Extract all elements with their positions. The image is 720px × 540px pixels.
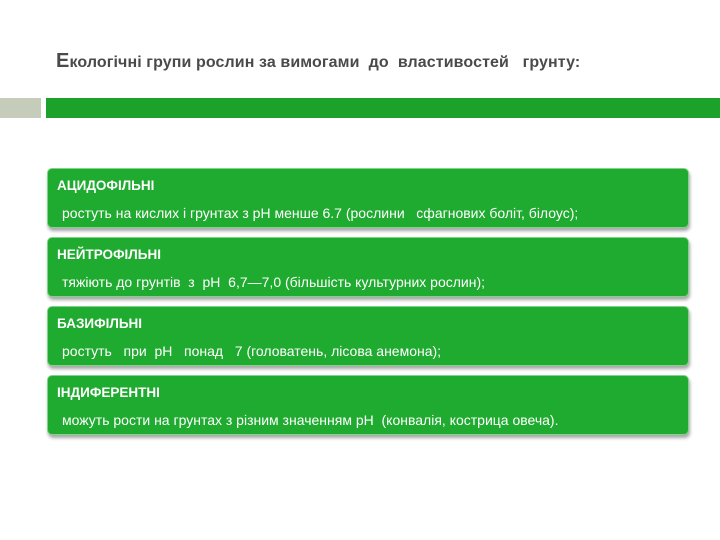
slide-title bbox=[56, 50, 696, 73]
group-box-basophilic bbox=[47, 306, 689, 366]
group-description: ростуть на кислих і грунтах з рН менше 6.7 (рослини сфагнових боліт, білоус); bbox=[62, 205, 579, 221]
group-box-acidophilic bbox=[47, 168, 689, 228]
group-title: АЦИДОФІЛЬНІ bbox=[57, 178, 155, 193]
groups-list bbox=[47, 168, 689, 444]
slide-title-initial: Е bbox=[56, 50, 70, 72]
group-title: НЕЙТРОФІЛЬНІ bbox=[57, 247, 161, 262]
decorative-gray-bar bbox=[0, 98, 41, 118]
group-box-neutrophilic bbox=[47, 237, 689, 297]
group-description: можуть рости на грунтах з різним значенням рН (конвалія, кострица овеча). bbox=[62, 412, 559, 428]
group-description: ростуть при рН понад 7 (головатень, лісова анемона); bbox=[62, 343, 442, 359]
group-description: тяжіють до грунтів з рН 6,7—7,0 (більшість культурних рослин); bbox=[62, 274, 486, 290]
slide-title-text: кологічні групи рослин за вимогами до властивостей грунту: bbox=[69, 54, 581, 71]
group-title: ІНДИФЕРЕНТНІ bbox=[57, 385, 160, 400]
decorative-green-bar bbox=[46, 98, 720, 118]
group-title: БАЗИФІЛЬНІ bbox=[57, 316, 143, 331]
group-box-indifferent bbox=[47, 375, 689, 435]
